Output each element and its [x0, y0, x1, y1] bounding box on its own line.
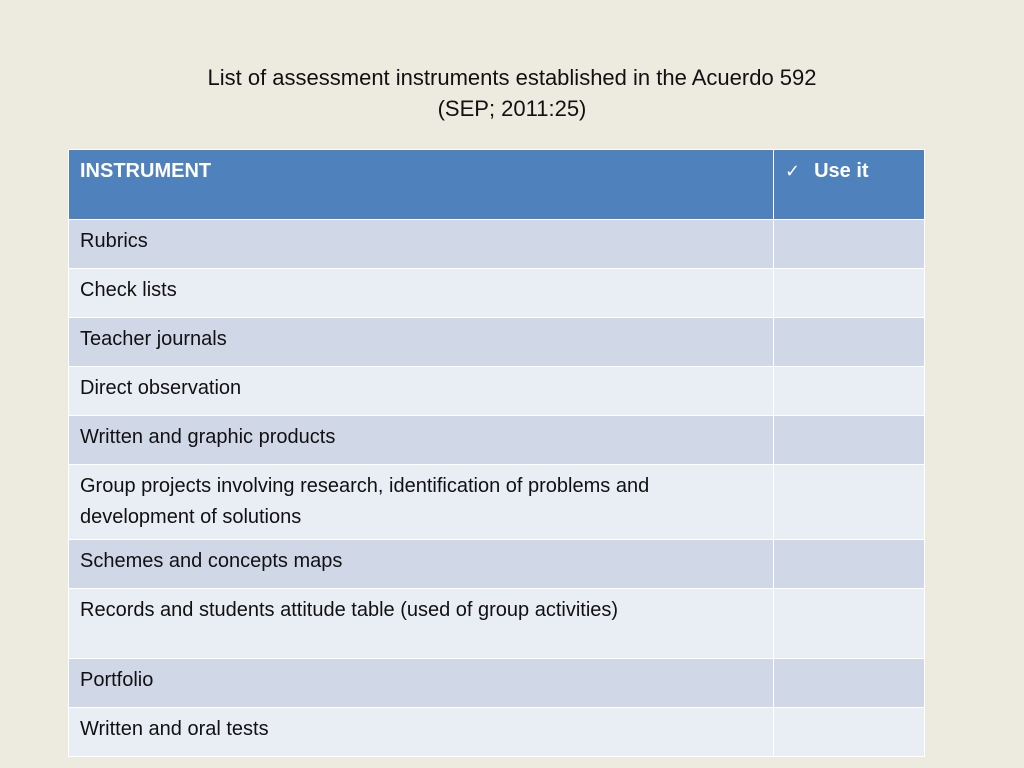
use-it-cell[interactable] [774, 540, 925, 589]
header-instrument: INSTRUMENT [69, 150, 774, 220]
table-row [69, 659, 925, 708]
use-it-cell[interactable] [774, 589, 925, 659]
header-use-it [774, 150, 925, 220]
table-row [69, 540, 925, 589]
instrument-cell: Written and graphic products [69, 416, 774, 465]
use-it-cell[interactable] [774, 416, 925, 465]
instrument-cell: Teacher journals [69, 318, 774, 367]
table-row [69, 318, 925, 367]
instrument-cell: Check lists [69, 269, 774, 318]
instrument-cell: Portfolio [69, 659, 774, 708]
slide-title-line-1: List of assessment instruments established in the Acuerdo 592 [207, 65, 817, 90]
use-it-cell[interactable] [774, 465, 925, 540]
checkmark-icon: ✓ [785, 161, 801, 181]
use-it-cell[interactable] [774, 708, 925, 757]
instrument-cell: Schemes and concepts maps [69, 540, 774, 589]
use-it-cell[interactable] [774, 220, 925, 269]
table-row [69, 416, 925, 465]
table-row [69, 589, 925, 659]
use-it-cell[interactable] [774, 269, 925, 318]
table-header-row [69, 150, 925, 220]
table-row [69, 269, 925, 318]
table-row [69, 708, 925, 757]
instrument-cell: Written and oral tests [69, 708, 774, 757]
instrument-cell: Group projects involving research, identification of problems and development of solutions [69, 465, 774, 540]
instrument-cell: Direct observation [69, 367, 774, 416]
instrument-cell: Records and students attitude table (used of group activities) [69, 589, 774, 659]
use-it-cell[interactable] [774, 367, 925, 416]
table-row [69, 367, 925, 416]
table-row [69, 465, 925, 540]
use-it-cell[interactable] [774, 318, 925, 367]
header-use-it-label: Use it [814, 160, 869, 182]
use-it-cell[interactable] [774, 659, 925, 708]
instrument-cell: Rubrics [69, 220, 774, 269]
instruments-table [68, 149, 925, 757]
slide-title [0, 62, 1024, 124]
slide-title-line-2: (SEP; 2011:25) [437, 96, 587, 121]
table-row [69, 220, 925, 269]
